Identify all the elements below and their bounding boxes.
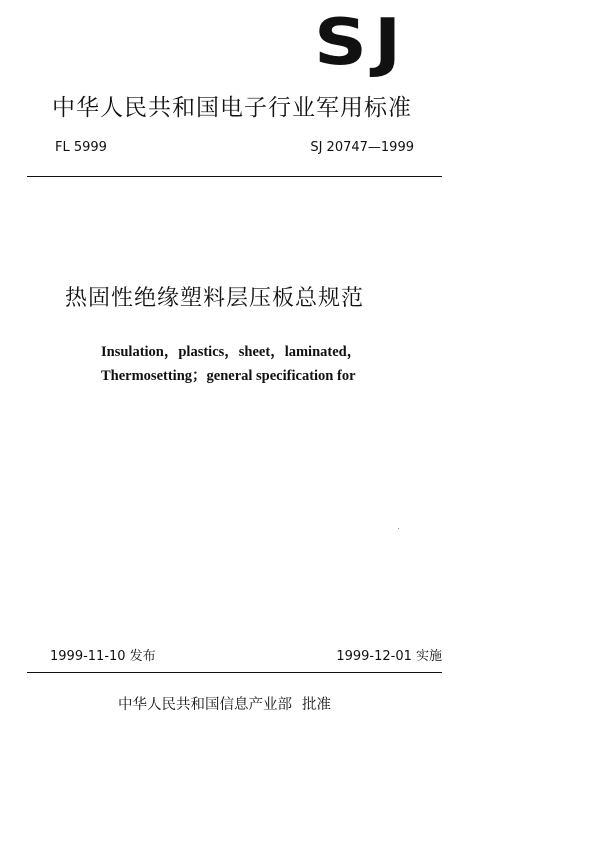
approval-label: 批准 [302,697,331,713]
implementation-date: 1999-12-01 实施 [336,649,442,664]
english-title-line-1: Insulation，plastics，sheet，laminated， [101,344,362,360]
standard-category-title: 中华人民共和国电子行业军用标准 [52,95,412,121]
sj-logo: SJ [314,6,409,80]
document-title-english [101,340,361,388]
english-title-line-2: Thermosetting；general specification for [101,368,356,384]
top-divider [27,176,442,177]
issuing-authority: 中华人民共和国信息产业部 [118,697,292,713]
standard-number: SJ 20747—1999 [310,140,414,155]
approval-line [118,693,331,714]
classification-code: FL 5999 [55,140,107,155]
scan-speck [398,528,399,529]
bottom-divider [27,672,442,673]
document-title-chinese: 热固性绝缘塑料层压板总规范 [65,286,365,311]
issue-date: 1999-11-10 发布 [50,649,156,664]
